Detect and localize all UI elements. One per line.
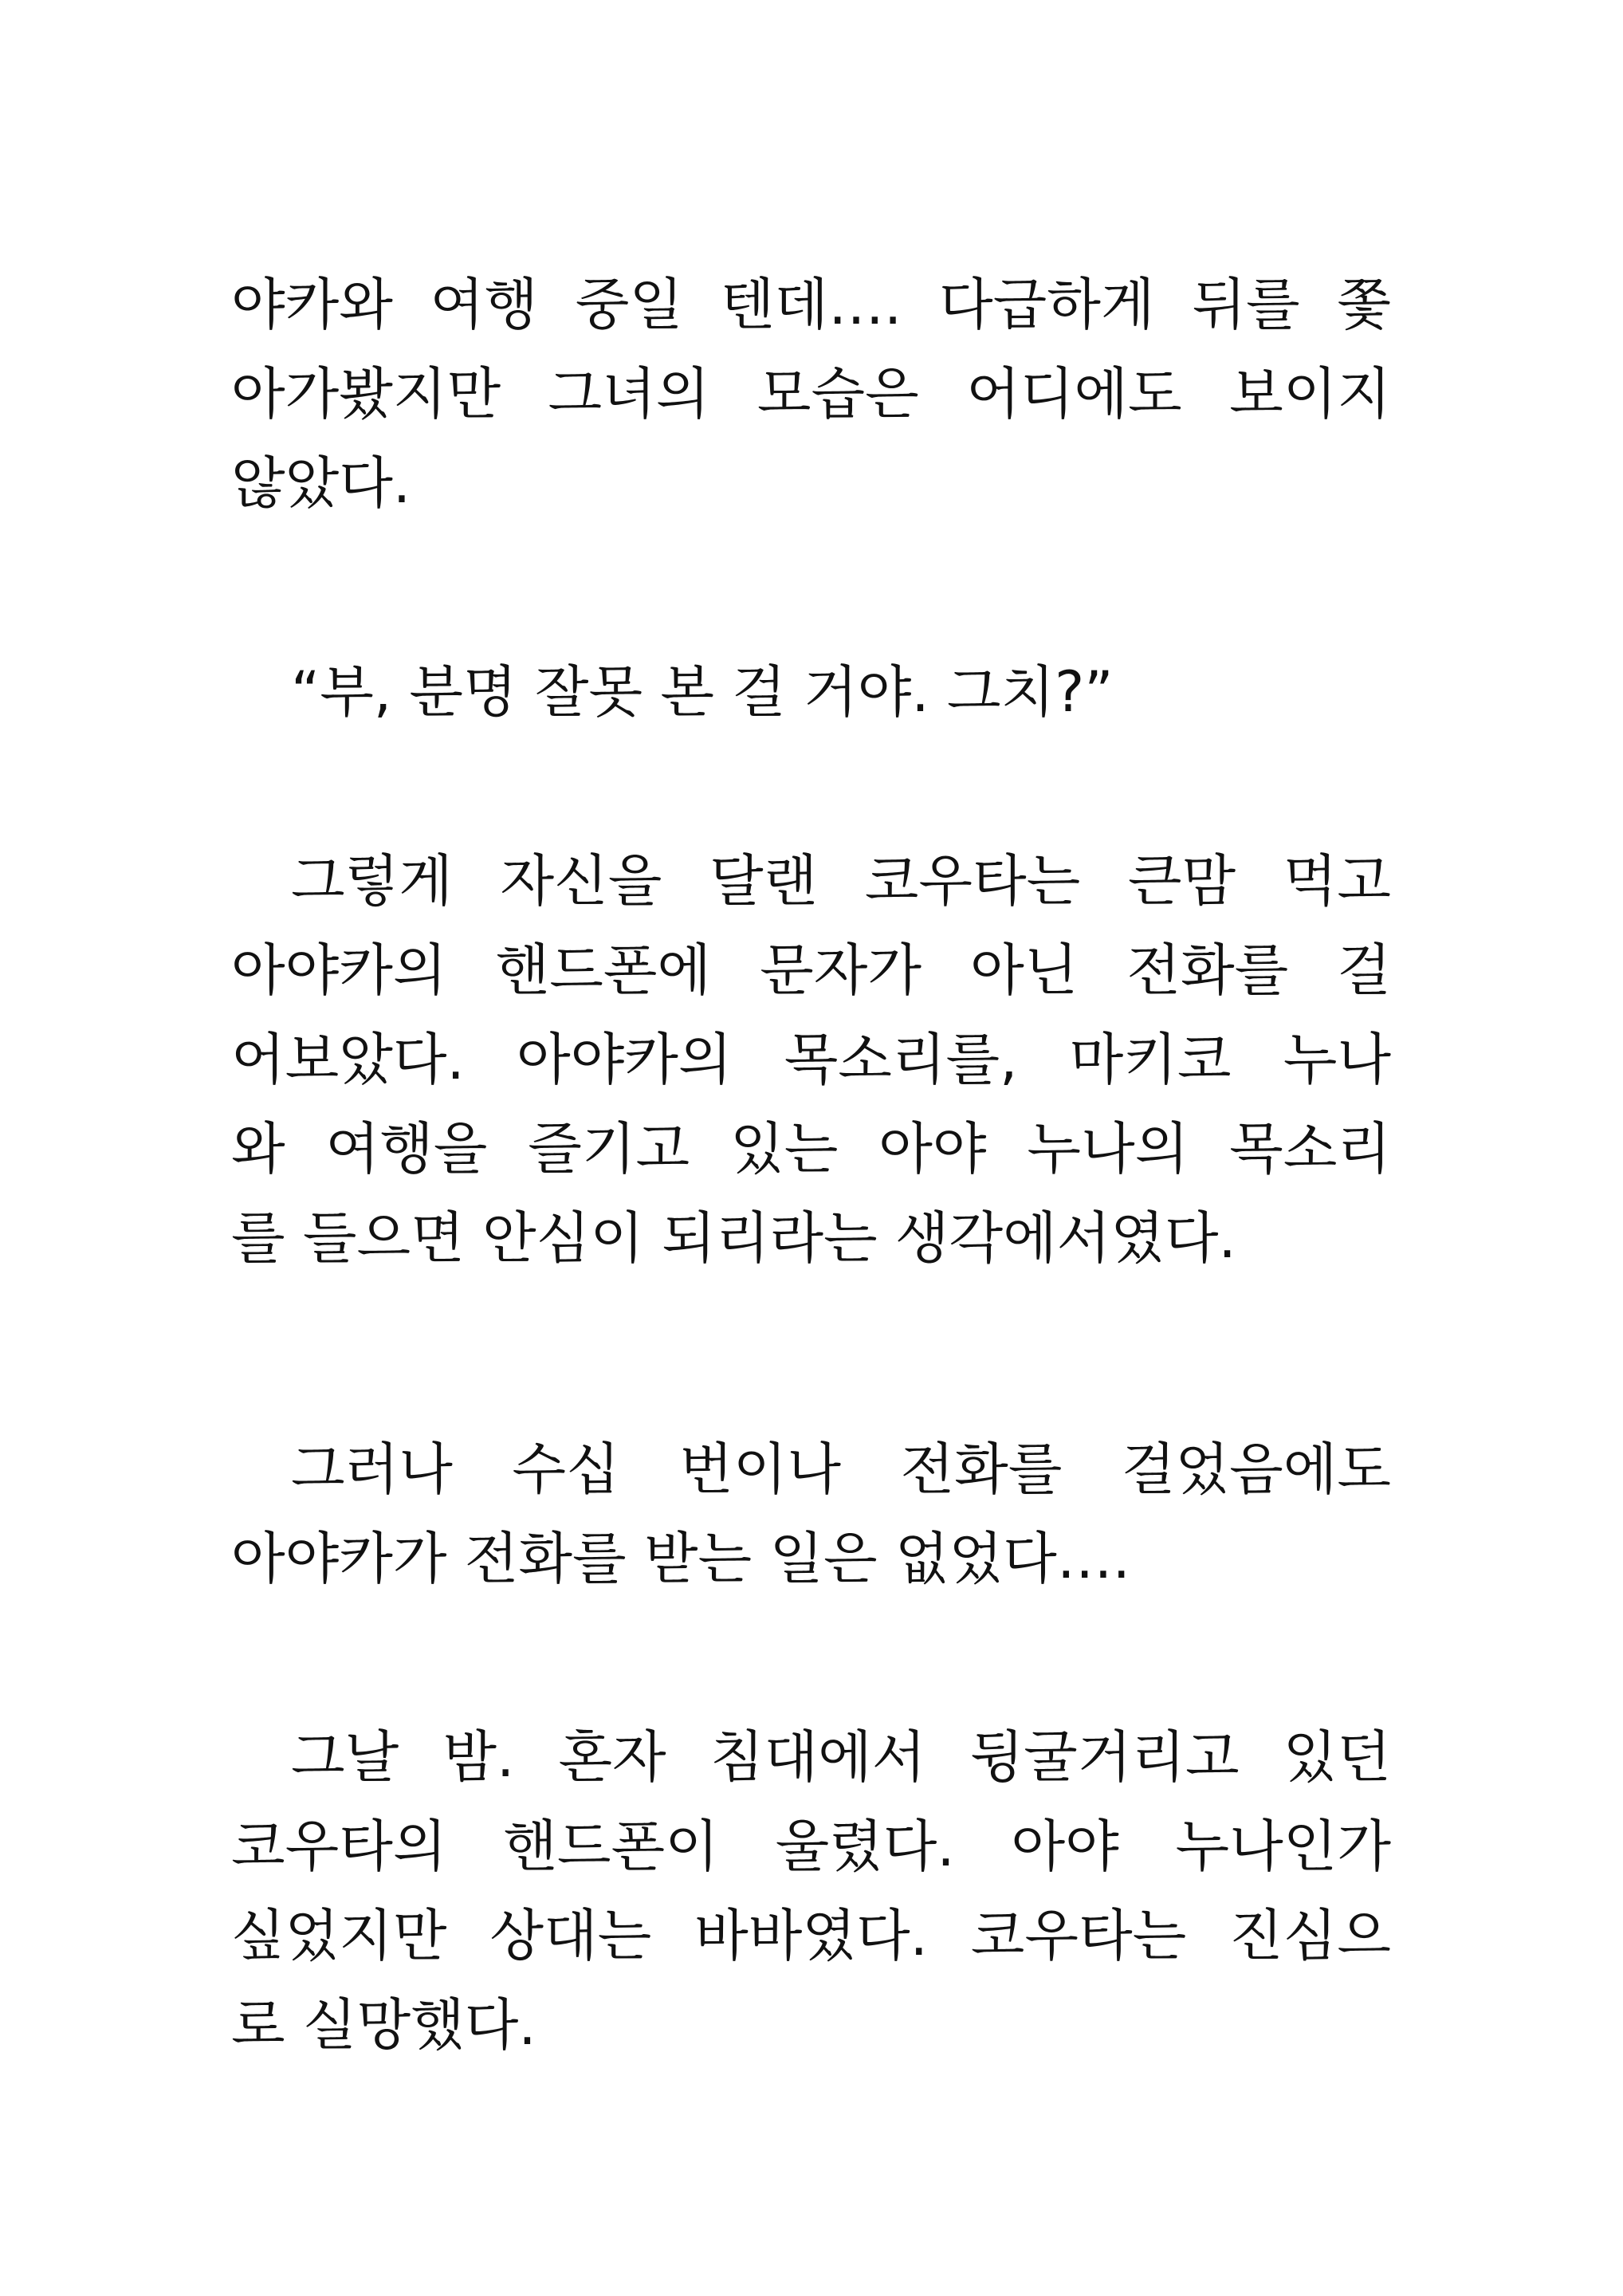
paragraph-narration-4: [231, 1712, 1391, 2070]
text-line: 야카와 여행 중일 텐데…. 다급하게 뒤를 쫓: [231, 272, 1391, 337]
text-line: 와 여행을 즐기고 있는 아야 누나의 목소리: [231, 1116, 1391, 1181]
text-line: 어보았다. 아야카의 목소리를, 마키코 누나: [231, 1027, 1391, 1092]
text-line: 싶었지만 상대는 바바였다. 코우타는 진심으: [231, 1903, 1391, 1968]
text-line: 아가봤지만 그녀의 모습은 어디에도 보이지: [231, 361, 1391, 427]
text-line: 아야카의 핸드폰에 문자가 아닌 전화를 걸: [231, 938, 1391, 1003]
text-line: 그렇게 자신을 달랜 코우타는 큰맘 먹고: [291, 848, 1391, 914]
text-line: 그날 밤. 혼자 침대에서 뒹굴거리고 있던: [291, 1724, 1391, 1790]
text-line: 그러나 수십 번이나 전화를 걸었음에도: [291, 1437, 1391, 1502]
paragraph-dialogue-1: [231, 647, 1391, 737]
dialogue-line: “부, 분명 잘못 본 걸 거야. 그치?”: [291, 659, 1114, 725]
text-line: 를 들으면 안심이 되리라는 생각에서였다.: [231, 1205, 1236, 1271]
paragraph-narration-3: [231, 1425, 1391, 1603]
paragraph-narration-1: [231, 260, 1391, 528]
paragraph-narration-2: [231, 836, 1391, 1283]
text-line: 로 실망했다.: [231, 1992, 536, 2058]
text-line: 않았다.: [231, 450, 411, 516]
text-line: 코우타의 핸드폰이 울렸다. 아야 누나인가: [231, 1814, 1391, 1879]
text-line: 아야카가 전화를 받는 일은 없었다….: [231, 1526, 1130, 1591]
